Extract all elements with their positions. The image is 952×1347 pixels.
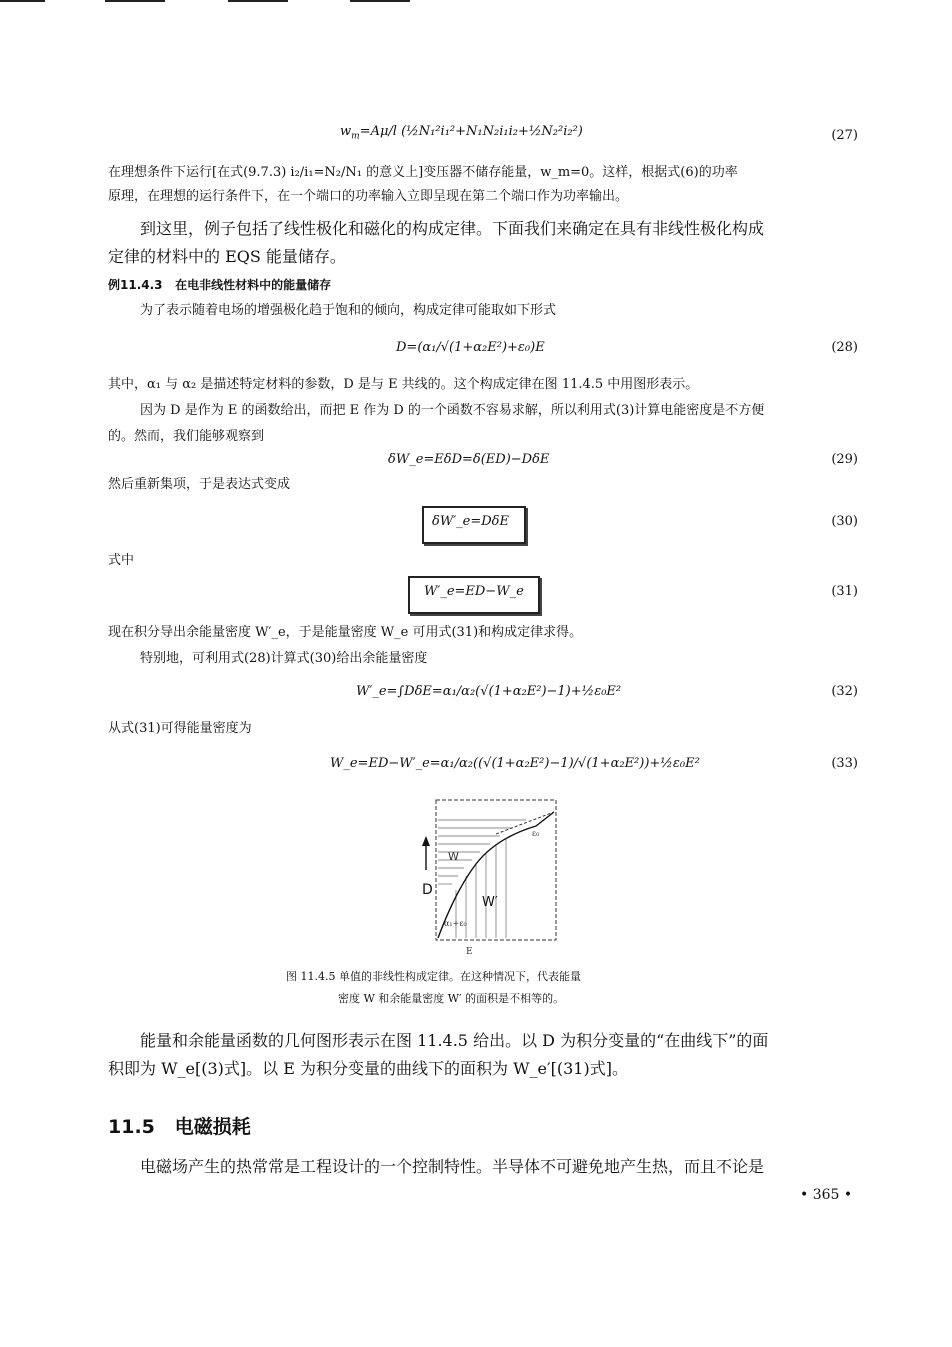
- equation-28: D=(α₁/√(1+α₂E²)+ε₀)E: [396, 340, 545, 355]
- figure-caption-line: 图 11.4.5 单值的非线性构成定律。在这种情况下，代表能量: [286, 970, 581, 983]
- header-rule-1: [0, 0, 45, 2]
- d-axis-arrowhead: [422, 836, 430, 846]
- equation-29: δW_e=EδD=δ(ED)−DδE: [388, 452, 550, 467]
- equation-31: W′_e=ED−W_e: [424, 584, 524, 599]
- paragraph-line: 能量和余能量函数的几何图形表示在图 11.4.5 给出。以 D 为积分变量的“在曲线下”的面: [140, 1031, 769, 1050]
- figure-11-4-5: [416, 790, 566, 960]
- paragraph-line: 原理，在理想的运行条件下，在一个端口的功率输入立即呈现在第二个端口作为功率输出。: [108, 189, 629, 204]
- paragraph-line: 的。然而，我们能够观察到: [108, 429, 265, 444]
- paragraph-line: 从式(31)可得能量密度为: [108, 721, 252, 736]
- example-heading: [108, 272, 331, 298]
- paragraph-line: 现在积分导出余能量密度 W′_e，于是能量密度 W_e 可用式(31)和构成定律求得。: [108, 625, 583, 640]
- asymptote-line: [496, 812, 554, 834]
- header-rule-3: [228, 0, 288, 2]
- equation-number-33: (33): [831, 756, 858, 771]
- equation-32: W′_e=∫DδE=α₁/α₂(√(1+α₂E²)−1)+½ε₀E²: [356, 684, 622, 699]
- paragraph-line: 然后重新集项，于是表达式变成: [108, 477, 291, 492]
- d-axis-label: D: [422, 882, 433, 898]
- paragraph-line: 因为 D 是作为 E 的函数给出，而把 E 作为 D 的一个函数不容易求解，所以利用式(3)计算电能密度是不方便: [140, 403, 765, 418]
- section-title: 电磁损耗: [174, 1116, 251, 1138]
- equation-number-29: (29): [831, 452, 858, 467]
- equation-number-30: (30): [831, 514, 858, 529]
- paragraph-line: 其中，α₁ 与 α₂ 是描述特定材料的参数，D 是与 E 共线的。这个构成定律在图 11.4.5 中用图形表示。: [108, 377, 699, 392]
- e-axis-label: E: [466, 947, 473, 957]
- header-rule-4: [350, 0, 410, 2]
- paragraph-line: 特别地，可利用式(28)计算式(30)给出余能量密度: [140, 651, 428, 666]
- paragraph-line: 积即为 W_e[(3)式]。以 E 为积分变量的曲线下的面积为 W_e′[(31)式]。: [108, 1059, 628, 1078]
- equation-number-28: (28): [831, 340, 858, 355]
- paragraph-line: 电磁场产生的热常常是工程设计的一个控制特性。半导体不可避免地产生热，而且不论是: [140, 1157, 765, 1176]
- epsilon-label: ε₀: [532, 829, 540, 838]
- paragraph-line: 式中: [108, 553, 135, 568]
- example-title: 在电非线性材料中的能量储存: [175, 278, 332, 292]
- equation-27: $w_m=A\mu/l$ (½N₁²i₁²+N₁N₂i₁i₂+½N₂²i₂²): [340, 124, 583, 142]
- paragraph-line: 为了表示随着电场的增强极化趋于饱和的倾向，构成定律可能取如下形式: [140, 303, 557, 318]
- equation-number-32: (32): [831, 684, 858, 699]
- equation-30: δW′_e=DδE: [432, 514, 509, 529]
- w-label: W: [448, 850, 459, 863]
- figure-caption-line: 密度 W 和余能量密度 W′ 的面积是不相等的。: [338, 992, 565, 1005]
- alpha-label: α₁+ε₀: [444, 919, 467, 928]
- paragraph-line: 到这里，例子包括了线性极化和磁化的构成定律。下面我们来确定在具有非线性极化构成: [140, 219, 765, 238]
- equation-number-27: (27): [831, 128, 858, 143]
- wprime-label: W′: [482, 895, 498, 910]
- page-number: • 365 •: [800, 1187, 853, 1203]
- constitutive-law-graph: [416, 790, 566, 960]
- section-heading: [108, 1112, 251, 1139]
- example-label: 例11.4.3: [108, 278, 163, 292]
- paragraph-line: 定律的材料中的 EQS 能量储存。: [108, 247, 346, 266]
- equation-number-31: (31): [831, 584, 858, 599]
- equation-33: W_e=ED−W′_e=α₁/α₂((√(1+α₂E²)−1)/√(1+α₂E²))+½ε₀E²: [330, 756, 700, 771]
- section-number: 11.5: [108, 1116, 155, 1138]
- paragraph-line: 在理想条件下运行[在式(9.7.3) i₂/i₁=N₂/N₁ 的意义上]变压器不储存能量，w_m=0。这样，根据式(6)的功率: [108, 165, 738, 180]
- header-rule-2: [105, 0, 165, 2]
